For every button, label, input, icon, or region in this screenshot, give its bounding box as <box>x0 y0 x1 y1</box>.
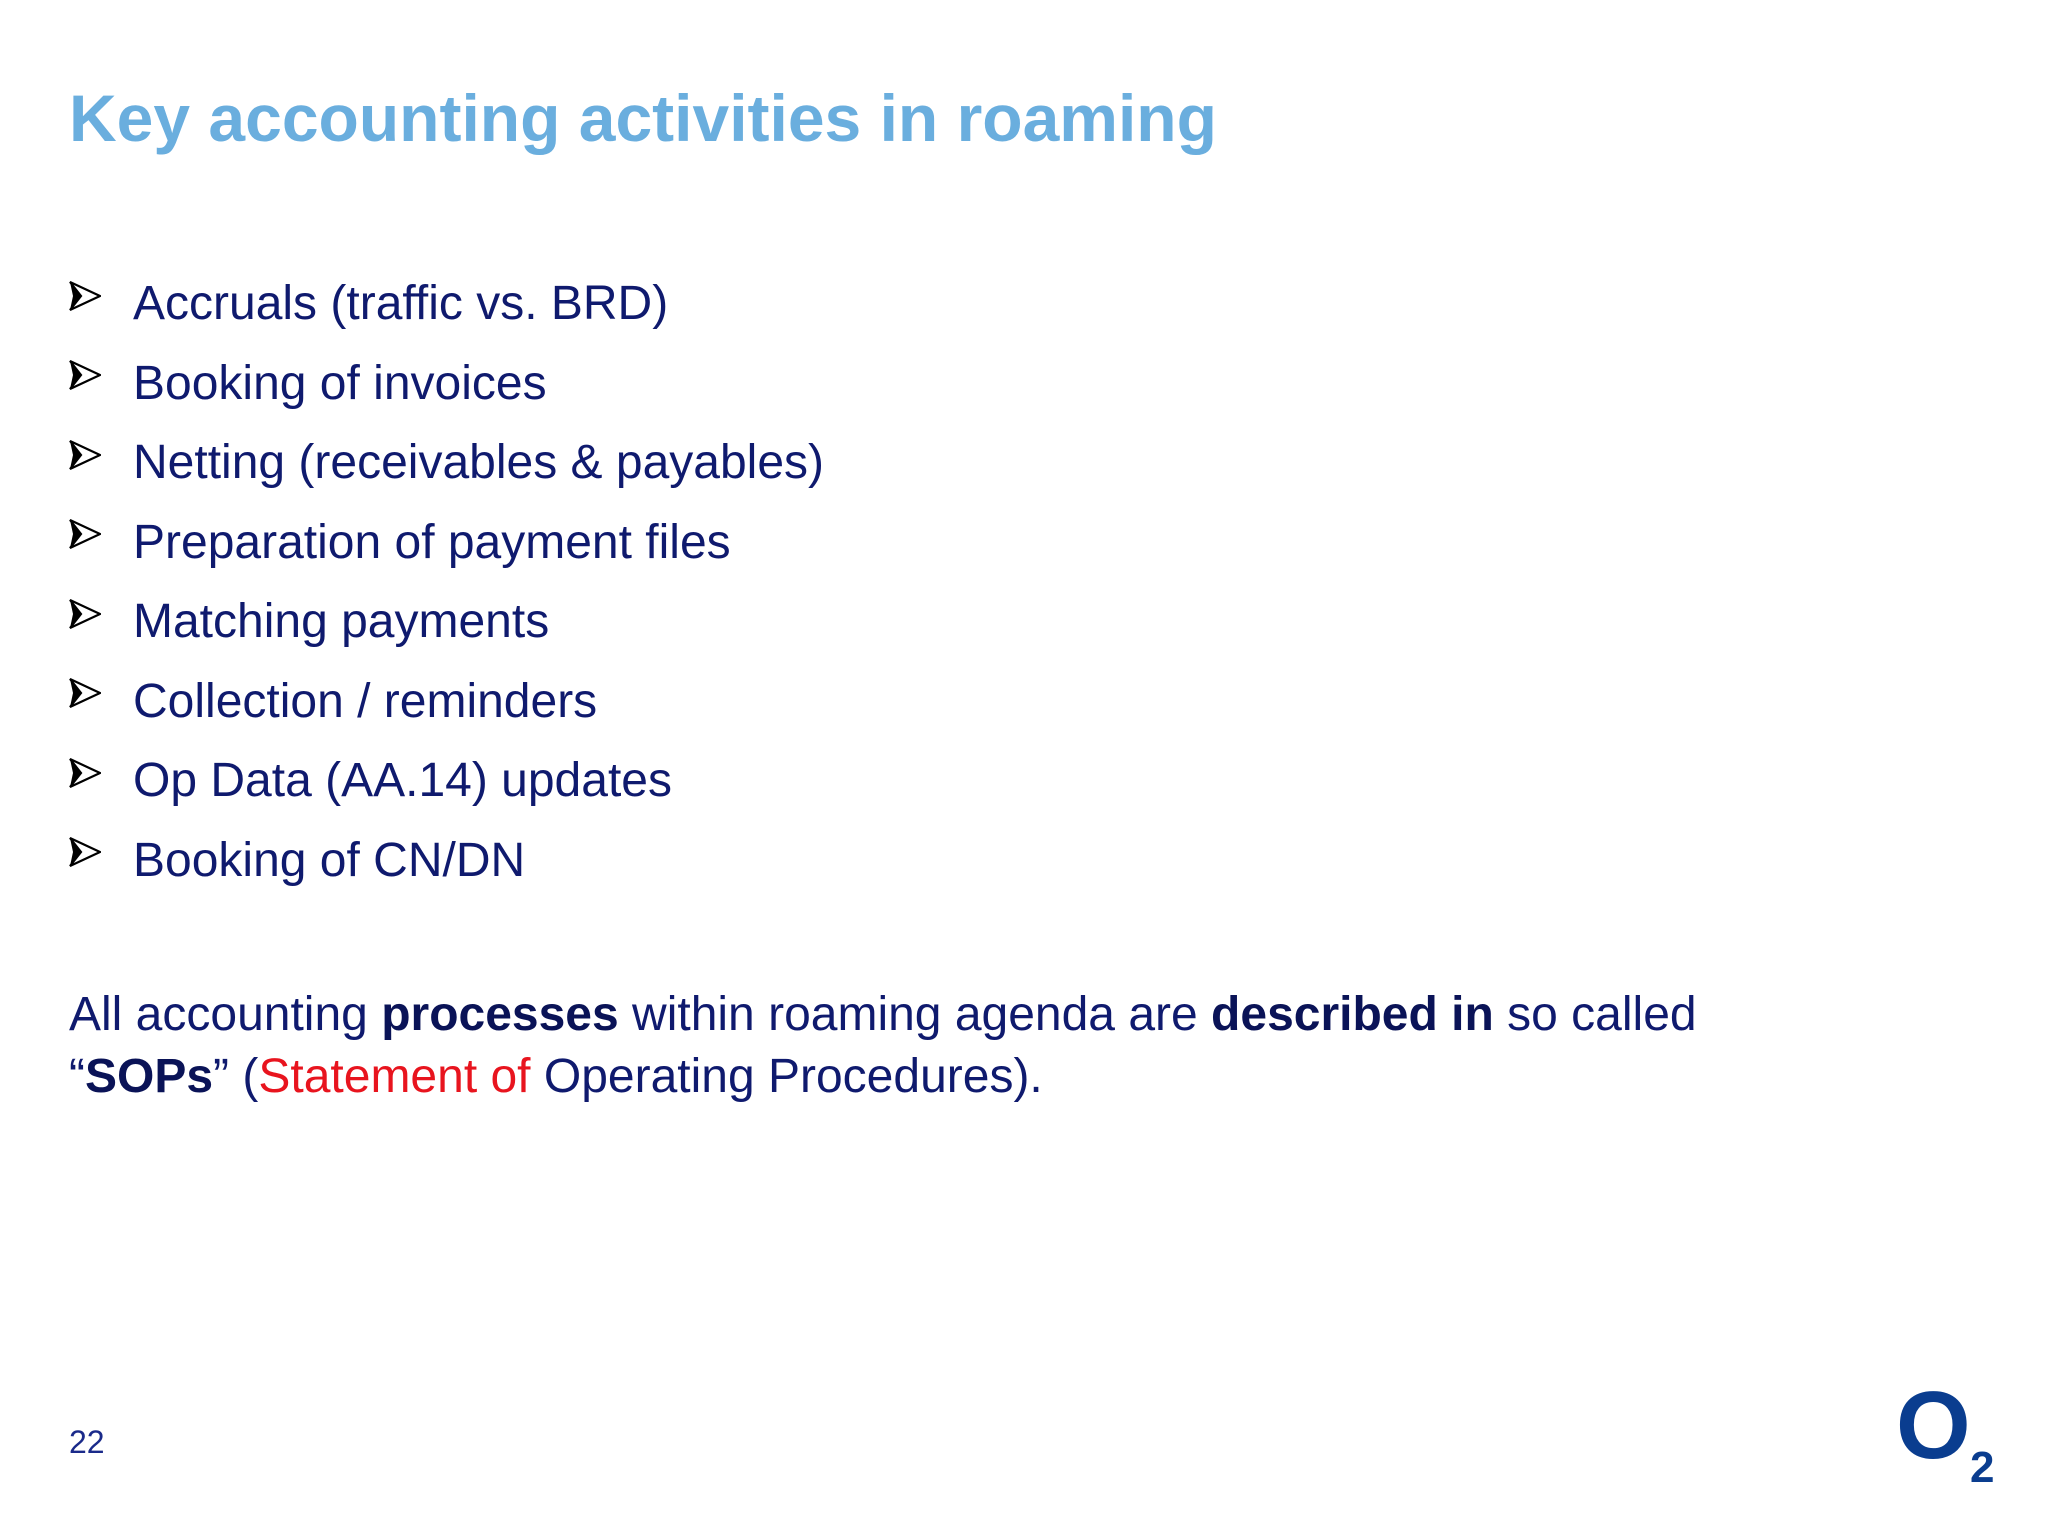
o2-logo-icon <box>1896 1380 2006 1490</box>
summary-text: All accounting <box>69 988 382 1041</box>
arrowhead-bullet-icon <box>69 360 133 390</box>
arrowhead-bullet-icon <box>69 599 133 629</box>
list-item <box>69 264 824 344</box>
summary-bold-described: described in <box>1211 988 1494 1041</box>
bullet-text: Booking of invoices <box>133 356 547 410</box>
slide-title: Key accounting activities in roaming <box>69 81 1217 155</box>
list-item <box>69 821 824 901</box>
list-item <box>69 503 824 583</box>
summary-bold-processes: processes <box>381 988 619 1041</box>
arrowhead-bullet-icon <box>69 281 133 311</box>
arrowhead-bullet-icon <box>69 678 133 708</box>
summary-text: Operating Procedures). <box>530 1050 1043 1103</box>
bullet-text: Preparation of payment files <box>133 515 731 569</box>
list-item <box>69 662 824 742</box>
arrowhead-bullet-icon <box>69 837 133 867</box>
svg-text:2: 2 <box>1970 1443 1995 1490</box>
page-number: 22 <box>69 1424 105 1460</box>
arrowhead-bullet-icon <box>69 519 133 549</box>
svg-text:O: O <box>1896 1380 1971 1479</box>
arrowhead-bullet-icon <box>69 440 133 470</box>
bullet-text: Booking of CN/DN <box>133 833 526 887</box>
bullet-text: Accruals (traffic vs. BRD) <box>133 277 669 331</box>
summary-text: within roaming agenda are <box>618 988 1212 1041</box>
list-item <box>69 423 824 503</box>
arrowhead-bullet-icon <box>69 758 133 788</box>
summary-quote-open: “ <box>69 1050 85 1103</box>
list-item <box>69 344 824 424</box>
bullet-text: Collection / reminders <box>133 674 598 728</box>
summary-bold-sops: SOPs <box>84 1050 214 1103</box>
summary-quote-close: ” ( <box>213 1050 259 1103</box>
summary-paragraph <box>69 984 1929 1108</box>
list-item <box>69 741 824 821</box>
bullet-list <box>69 264 824 900</box>
bullet-text: Op Data (AA.14) updates <box>133 754 672 808</box>
summary-text: so called <box>1493 988 1697 1041</box>
summary-highlight: Statement of <box>258 1050 531 1103</box>
list-item <box>69 582 824 662</box>
bullet-text: Matching payments <box>133 595 550 649</box>
bullet-text: Netting (receivables & payables) <box>133 436 825 490</box>
